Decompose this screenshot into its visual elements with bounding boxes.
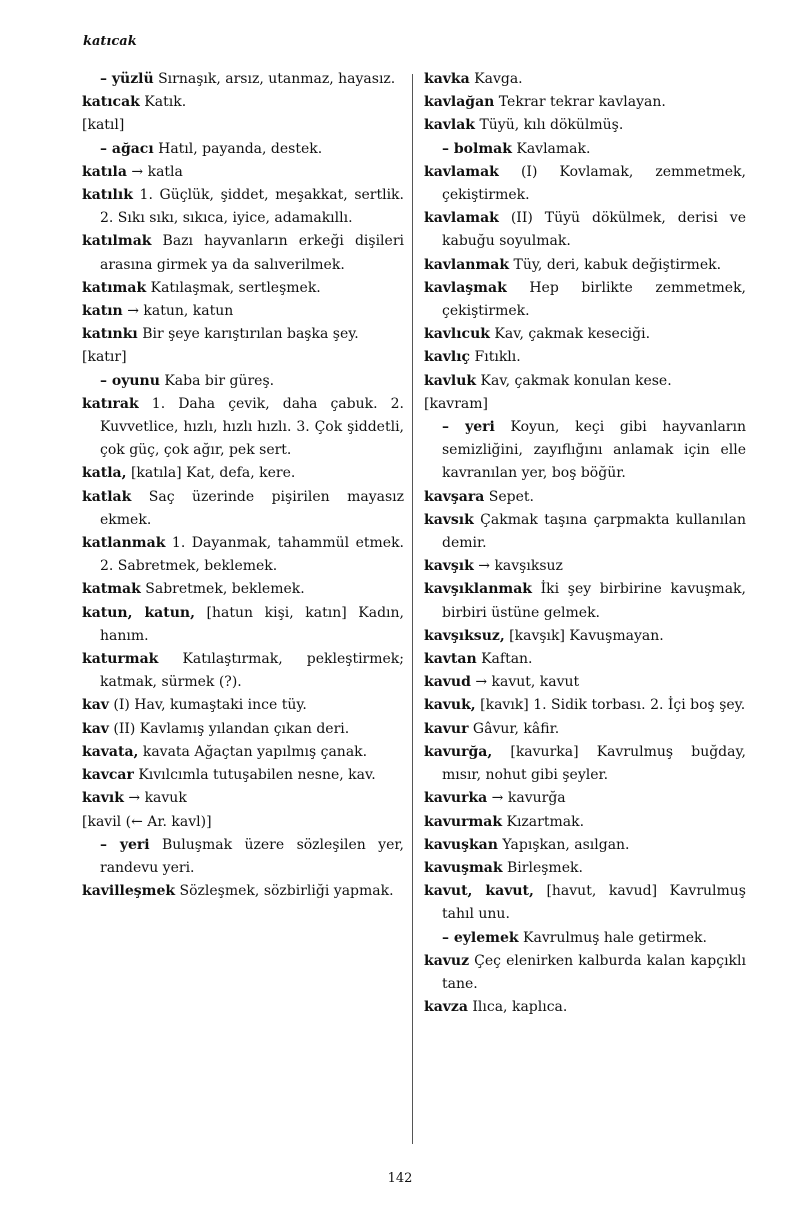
dictionary-entry [82,602,404,648]
definition: kavata Ağaçtan yapılmış çanak. [138,743,368,760]
dictionary-entry [424,880,746,926]
dictionary-entry [82,462,404,485]
definition: Kavga. [469,71,523,87]
dictionary-entry [424,811,746,834]
headword: kavlağan [424,94,495,111]
dictionary-entry [82,393,404,463]
sub-entry [424,416,746,486]
definition: Çakmak taşına çarpmakta kullanılan demir. [442,511,746,552]
definition: Sözleşmek, sözbirliği yapmak. [175,883,394,900]
dictionary-entry [82,532,404,578]
headword: katun, katun, [82,604,195,621]
dictionary-entry [424,346,746,369]
dictionary-entry [82,718,404,741]
definition: (II) Tüyü dökülmek, derisi ve kabuğu soyulmak. [442,210,746,250]
sub-entry [424,927,746,950]
definition: Kavrulmuş hale getirmek. [518,929,707,946]
dictionary-entry [82,741,404,764]
definition: Ilıca, kaplıca. [467,999,568,1016]
headword: kavut, kavut, [424,883,534,900]
definition: 1. Dayanmak, tahammül etmek. 2. Sabretmek, beklemek. [100,535,404,575]
headword: kavata, [82,743,139,760]
definition: [hatun kişi, katın] Kadın, hanım. [100,604,404,644]
definition: Bir şeye karıştırılan başka şey. [137,326,359,343]
definition: Kızartmak. [502,813,585,830]
sub-entry [82,138,404,161]
definition: Tüyü, kılı dökülmüş. [475,117,624,134]
definition: Kavlamak. [511,140,591,157]
column-divider [412,74,413,1144]
definition: Birleşmek. [502,859,583,876]
headword: kavcar [82,767,134,784]
definition: 1. Daha çevik, daha çabuk. 2. Kuvvetlice, hızlı, hızlı hızlı. 3. Çok şiddetli, çok güç, çok ağır, pek sert. [100,395,404,459]
definition: Sepet. [484,488,534,505]
headword: kav [82,697,109,714]
dictionary-entry [424,555,746,578]
right-column [424,68,746,1019]
headword: katlak [82,488,132,505]
headword: kavluk [424,372,477,389]
definition: Katık. [139,94,187,111]
dictionary-entry [424,834,746,857]
dictionary-entry [424,68,746,91]
definition: [katıla] Kat, defa, kere. [126,465,296,482]
dictionary-entry [82,184,404,230]
dictionary-entry [82,764,404,787]
left-column [82,68,404,903]
headword: kavuşmak [424,859,503,876]
definition: (I) Hav, kumaştaki ince tüy. [108,697,307,714]
dictionary-entry [82,648,404,694]
sub-entry [424,138,746,161]
headword: – ağacı [100,140,154,157]
headword: katlanmak [82,535,166,552]
dictionary-entry [424,207,746,253]
headword: kavuşkan [424,836,498,853]
headword: kavşık [424,558,474,575]
dictionary-entry [424,718,746,741]
headword: kavlak [424,117,475,134]
headword: katla, [82,465,127,482]
definition: Buluşmak üzere sözleşilen yer, randevu yeri. [100,836,404,876]
headword: – eylemek [442,929,519,946]
dictionary-entry [424,277,746,323]
definition: [katıl] [82,117,125,134]
dictionary-entry [82,91,404,114]
headword: kavurka [424,790,488,807]
definition: İki şey birbirine kavuşmak, birbiri üstüne gelmek. [442,581,746,621]
dictionary-entry [424,787,746,810]
definition: Hatıl, payanda, destek. [153,140,323,157]
dictionary-entry [82,787,404,810]
dictionary-entry [82,300,404,323]
dictionary-entry [82,811,404,834]
definition: → kavuk [123,790,187,807]
headword: kavurğa, [424,743,493,760]
headword: kavurmak [424,813,503,830]
dictionary-entry [424,254,746,277]
headword: katın [82,303,123,320]
definition: Bazı hayvanların erkeği dişileri arasına girmek ya da salıverilmek. [100,233,404,273]
definition: 1. Güçlük, şiddet, meşakkat, sertlik. 2. Sıkı sıkı, sıkıca, iyice, adamakıllı. [100,187,404,227]
headword: kavlaşmak [424,279,507,296]
definition: Tüy, deri, kabuk değiştirmek. [509,256,722,273]
headword: katıcak [82,94,140,111]
dictionary-entry [424,578,746,624]
headword: kavlamak [424,210,499,227]
definition: (II) Kavlamış yılandan çıkan deri. [108,720,350,737]
sub-entry [82,834,404,880]
definition: [kavurka] Kavrulmuş buğday, mısır, nohut gibi şeyler. [442,743,746,784]
headword: katılık [82,187,133,204]
dictionary-entry [82,323,404,346]
dictionary-entry [424,323,746,346]
dictionary-entry [82,694,404,717]
headword: kavlıcuk [424,326,490,343]
headword: katurmak [82,651,159,668]
dictionary-entry [82,114,404,137]
headword: – oyunu [100,372,160,389]
headword: kavilleşmek [82,883,176,900]
sub-entry [82,370,404,393]
definition: Kav, çakmak konulan kese. [476,372,672,389]
definition: [kavram] [424,395,488,412]
dictionary-entry [424,393,746,416]
definition: Kav, çakmak keseciği. [489,326,651,343]
dictionary-entry [424,671,746,694]
definition: Sabretmek, beklemek. [140,581,305,598]
headword: – yeri [442,419,495,436]
definition: Katılaşmak, sertleşmek. [146,279,321,296]
definition: [kavık] 1. Sidik torbası. 2. İçi boş şey. [475,697,746,714]
definition: Kaba bir güreş. [159,372,275,389]
dictionary-entry [424,509,746,555]
headword: kavsık [424,511,474,528]
headword: katmak [82,581,141,598]
definition: → kavurğa [487,790,566,807]
headword: kavka [424,71,470,87]
dictionary-entry [424,486,746,509]
definition: [kavil (← Ar. kavl)] [82,813,212,830]
dictionary-entry [424,114,746,137]
dictionary-entry [424,741,746,787]
definition: Yapışkan, asılgan. [497,836,630,853]
definition: Kaftan. [476,651,533,668]
headword: kavlıç [424,349,471,366]
headword: kavza [424,999,468,1016]
dictionary-entry [82,230,404,276]
dictionary-entry [424,625,746,648]
dictionary-entry [424,161,746,207]
headword: kavşıklanmak [424,581,532,598]
definition: → katun, katun [122,303,234,320]
definition: Çeç elenirken kalburda kalan kapçıklı tane. [442,952,746,992]
definition: [havut, kavud] Kavrulmuş tahıl unu. [442,883,746,923]
headword: kavtan [424,651,477,668]
headword: – bolmak [442,140,512,157]
headword: kav [82,720,109,737]
headword: katımak [82,279,147,296]
definition: [katır] [82,349,127,366]
definition: Gâvur, kâfir. [468,720,560,737]
headword: kavlamak [424,163,499,180]
dictionary-entry [424,857,746,880]
headword: kavuz [424,952,470,969]
dictionary-entry [82,486,404,532]
definition: Fıtıklı. [470,349,521,366]
headword: katınkı [82,326,138,343]
dictionary-entry [424,370,746,393]
headword: kavşara [424,488,485,505]
definition: Sırnaşık, arsız, utanmaz, hayasız. [153,71,396,87]
definition: Kıvılcımla tutuşabilen nesne, kav. [133,767,376,784]
dictionary-entry [82,161,404,184]
dictionary-entry [82,578,404,601]
dictionary-entry [424,91,746,114]
headword: katıla [82,163,127,180]
headword: kavşıksuz, [424,627,505,644]
dictionary-entry [424,694,746,717]
definition: Tekrar tekrar kavlayan. [494,94,666,111]
dictionary-entry [424,648,746,671]
headword: kavlanmak [424,256,510,273]
definition: Saç üzerinde pişirilen mayasız ekmek. [100,488,404,528]
headword: kavık [82,790,124,807]
dictionary-entry [82,346,404,369]
headword: katırak [82,395,139,412]
definition: Koyun, keçi gibi hayvanların semizliğini, zayıflığını anlamak için elle kavranılan yer, boş böğür. [442,419,746,482]
headword: – yeri [100,836,150,853]
headword: – yüzlü [100,71,154,87]
dictionary-entry [82,880,404,903]
definition: (I) Kovlamak, zemmetmek, çekiştirmek. [442,163,746,204]
definition: → kavut, kavut [470,674,580,691]
dictionary-entry [82,277,404,300]
definition: [kavşık] Kavuşmayan. [504,627,664,644]
headword: kavur [424,720,469,737]
dictionary-entry [424,996,746,1019]
running-head: katıcak [83,34,137,49]
dictionary-entry [424,950,746,996]
page-number: 142 [387,1171,413,1186]
headword: kavuk, [424,697,476,714]
headword: katılmak [82,233,152,250]
definition: Hep birlikte zemmetmek, çekiştirmek. [442,279,746,320]
sub-entry [82,68,404,91]
headword: kavud [424,674,471,691]
definition: → kavşıksuz [473,558,563,575]
definition: Katılaştırmak, pekleştirmek; katmak, sürmek (?). [100,651,404,691]
definition: → katla [126,163,183,180]
